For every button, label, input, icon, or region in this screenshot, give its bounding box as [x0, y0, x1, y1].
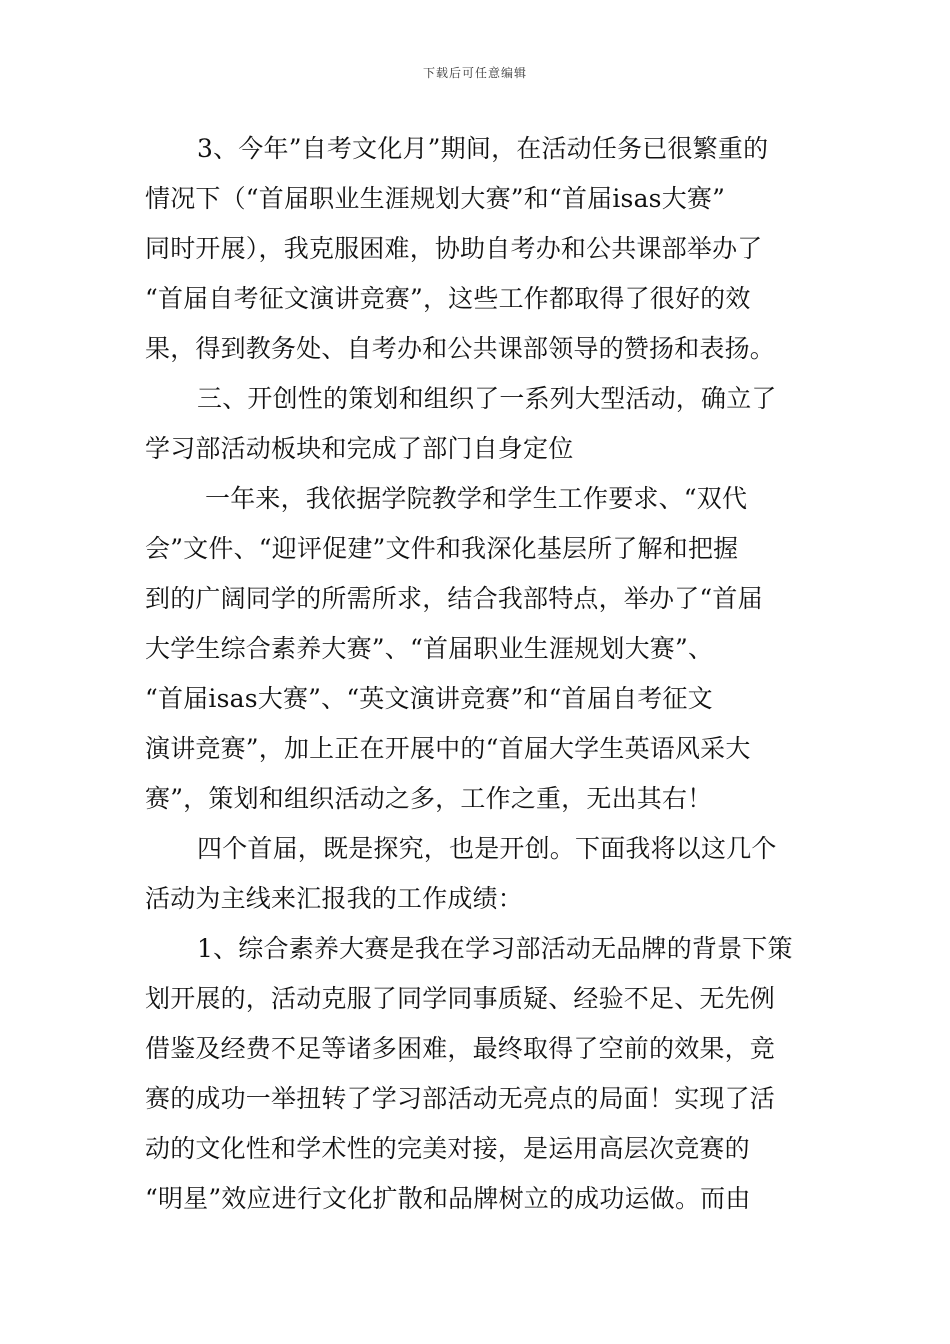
paragraph-line: 果，得到教务处、自考办和公共课部领导的赞扬和表扬。 — [145, 334, 776, 363]
paragraph-line: 到的广阔同学的所需所求，结合我部特点，举办了“首届 — [145, 584, 763, 613]
paragraph-line: 演讲竞赛”，加上正在开展中的“首届大学生英语风采大 — [145, 734, 751, 763]
paragraph-line: 动的文化性和学术性的完美对接，是运用高层次竞赛的 — [145, 1134, 750, 1163]
paragraph-line: 一年来，我依据学院教学和学生工作要求、“双代 — [205, 484, 748, 513]
document-body — [145, 124, 825, 1224]
paragraph-line: 活动为主线来汇报我的工作成绩： — [145, 884, 524, 913]
page-header: 下载后可任意编辑 — [422, 66, 527, 80]
paragraph-line: 1、综合素养大赛是我在学习部活动无品牌的背景下策 — [197, 934, 793, 963]
paragraph-line: 四个首届，既是探究，也是开创。下面我将以这几个 — [197, 834, 777, 863]
paragraph-line: “首届自考征文演讲竞赛”，这些工作都取得了很好的效 — [145, 284, 751, 313]
section-heading-line: 学习部活动板块和完成了部门自身定位 — [145, 434, 574, 463]
paragraph-line: “首届isas大赛”、“英文演讲竞赛”和“首届自考征文 — [145, 684, 713, 713]
paragraph-line: 情况下（“首届职业生涯规划大赛”和“首届isas大赛” — [145, 184, 726, 213]
paragraph-line: 借鉴及经费不足等诸多困难，最终取得了空前的效果，竞 — [145, 1034, 776, 1063]
paragraph-line: 3、今年”自考文化月”期间，在活动任务已很繁重的 — [197, 134, 769, 163]
paragraph-line: “明星”效应进行文化扩散和品牌树立的成功运做。而由 — [145, 1184, 751, 1213]
paragraph-line: 大学生综合素养大赛”、“首届职业生涯规划大赛”、 — [145, 634, 714, 663]
paragraph-line: 划开展的，活动克服了同学同事质疑、经验不足、无先例 — [145, 984, 776, 1013]
section-heading-line: 三、开创性的策划和组织了一系列大型活动，确立了 — [197, 384, 777, 413]
paragraph-line: 赛”，策划和组织活动之多，工作之重，无出其右！ — [145, 784, 713, 813]
paragraph-line: 会”文件、“迎评促建”文件和我深化基层所了解和把握 — [145, 534, 739, 563]
paragraph-line: 同时开展），我克服困难，协助自考办和公共课部举办了 — [145, 234, 763, 263]
paragraph-line: 赛的成功一举扭转了学习部活动无亮点的局面！实现了活 — [145, 1084, 776, 1113]
